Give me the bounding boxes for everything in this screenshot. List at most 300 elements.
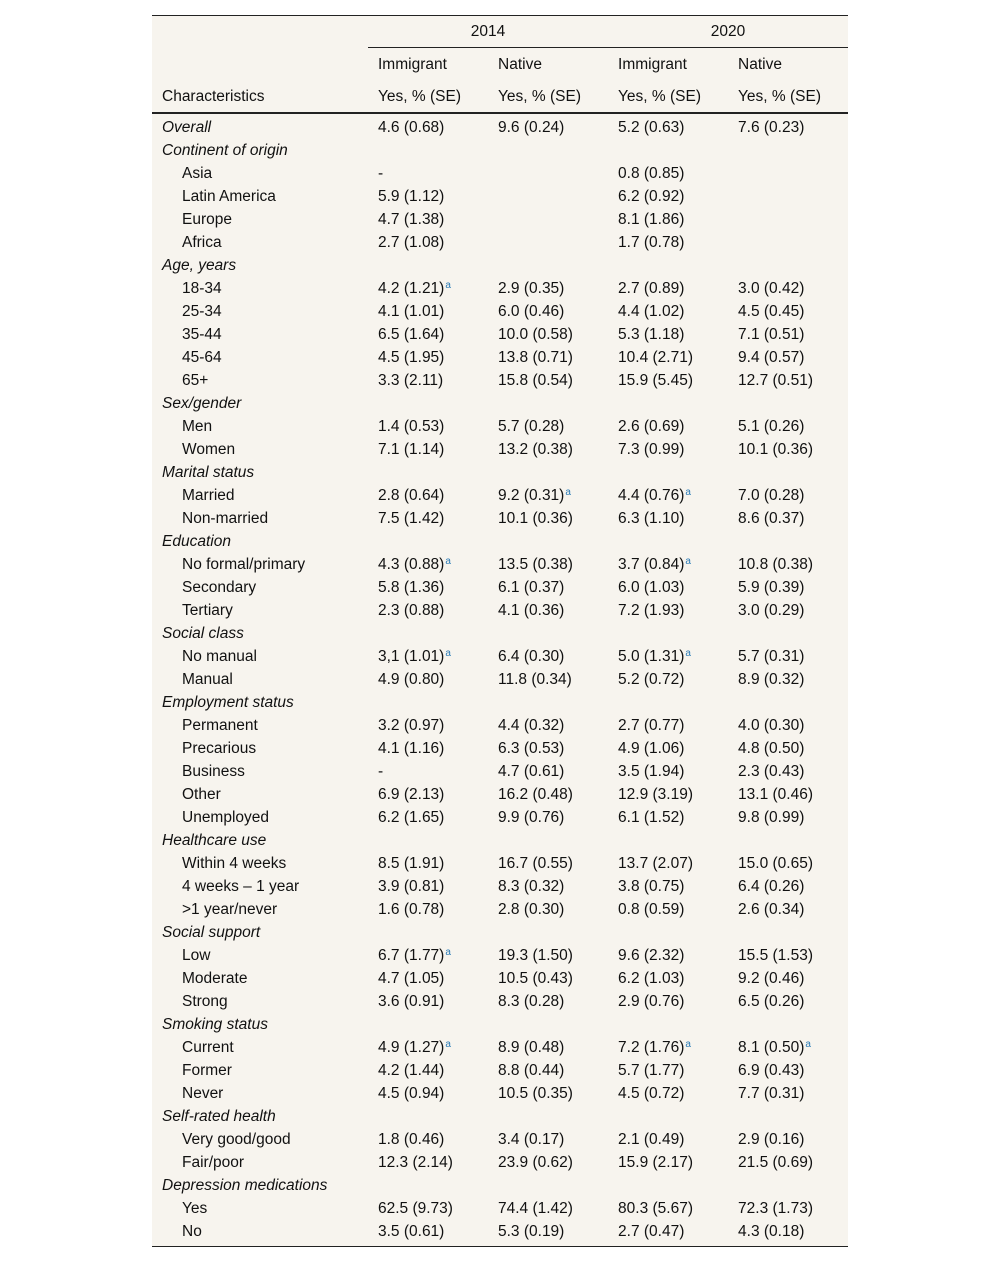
table-row — [152, 714, 848, 737]
value-cell — [368, 967, 488, 990]
value-cell — [368, 1151, 488, 1174]
value-cell — [728, 139, 848, 162]
cell-value: 7.2 (1.93) — [618, 601, 685, 619]
row-label: Europe — [182, 210, 232, 228]
cell-value: 2.3 (0.43) — [738, 762, 805, 780]
cell-value: 62.5 (9.73) — [378, 1199, 453, 1217]
value-cell — [488, 139, 608, 162]
value-cell — [728, 162, 848, 185]
row-label: Men — [182, 417, 213, 435]
footnote-marker[interactable]: a — [445, 279, 451, 291]
cell-value: 3.6 (0.91) — [378, 992, 445, 1010]
table-row — [152, 990, 848, 1013]
value-cell — [728, 691, 848, 714]
value-cell — [488, 484, 608, 507]
value-cell — [728, 415, 848, 438]
row-label: Tertiary — [182, 601, 233, 619]
table-row — [152, 553, 848, 576]
value-cell — [488, 185, 608, 208]
category-label: Age, years — [162, 256, 237, 274]
cell-value: 10.5 (0.43) — [498, 969, 573, 987]
cell-value: 6.5 (0.26) — [738, 992, 805, 1010]
value-cell — [608, 185, 728, 208]
value-cell — [368, 507, 488, 530]
value-cell — [608, 346, 728, 369]
value-cell — [608, 300, 728, 323]
cell-value: 6.0 (0.46) — [498, 302, 565, 320]
value-cell — [368, 323, 488, 346]
table-row — [152, 484, 848, 507]
footnote-marker[interactable]: a — [565, 486, 571, 498]
cell-value: 8.6 (0.37) — [738, 509, 805, 527]
cell-value: 4.5 (0.45) — [738, 302, 805, 320]
cell-value: 4.0 (0.30) — [738, 716, 805, 734]
value-cell — [608, 553, 728, 576]
category-row — [152, 392, 848, 415]
cell-value: 6.2 (1.03) — [618, 969, 685, 987]
value-cell — [488, 737, 608, 760]
cell-value: 2.9 (0.16) — [738, 1130, 805, 1148]
value-cell — [728, 967, 848, 990]
value-cell — [608, 645, 728, 668]
value-cell — [608, 921, 728, 944]
cell-value: 72.3 (1.73) — [738, 1199, 813, 1217]
cell-value: 13.2 (0.38) — [498, 440, 573, 458]
value-cell — [488, 898, 608, 921]
value-cell — [368, 1220, 488, 1246]
table-row — [152, 300, 848, 323]
value-cell — [488, 1197, 608, 1220]
group-header-2020-native: Native — [738, 55, 782, 73]
cell-value: 2.3 (0.88) — [378, 601, 445, 619]
value-cell — [368, 369, 488, 392]
category-label: Self-rated health — [162, 1107, 276, 1125]
cell-value: 8.5 (1.91) — [378, 854, 445, 872]
value-cell — [488, 415, 608, 438]
value-cell — [488, 783, 608, 806]
table-row — [152, 1197, 848, 1220]
value-cell — [488, 967, 608, 990]
value-cell — [728, 898, 848, 921]
cell-value: 8.9 (0.48) — [498, 1038, 565, 1056]
value-cell — [488, 254, 608, 277]
cell-value: 4.7 (1.05) — [378, 969, 445, 987]
cell-value: - — [378, 164, 384, 182]
category-label: Continent of origin — [162, 141, 288, 159]
value-cell — [608, 254, 728, 277]
table-row — [152, 1151, 848, 1174]
value-cell — [488, 852, 608, 875]
cell-value: 23.9 (0.62) — [498, 1153, 573, 1171]
cell-value: 7.6 (0.23) — [738, 118, 805, 136]
footnote-marker[interactable]: a — [685, 486, 691, 498]
cell-value: 3.4 (0.17) — [498, 1130, 565, 1148]
value-cell — [488, 369, 608, 392]
value-cell — [728, 231, 848, 254]
value-cell — [608, 898, 728, 921]
cell-value: 4.3 (0.88) — [378, 555, 445, 573]
category-label: Overall — [162, 118, 212, 136]
row-label: Business — [182, 762, 245, 780]
footnote-marker[interactable]: a — [445, 1038, 451, 1050]
cell-value: 4.2 (1.44) — [378, 1061, 445, 1079]
cell-value: 16.7 (0.55) — [498, 854, 573, 872]
value-cell — [368, 806, 488, 829]
value-cell — [608, 1220, 728, 1246]
value-cell — [368, 1036, 488, 1059]
value-cell — [608, 277, 728, 300]
cell-value: 10.4 (2.71) — [618, 348, 693, 366]
category-label: Sex/gender — [162, 394, 242, 412]
value-cell — [368, 783, 488, 806]
value-cell — [608, 507, 728, 530]
row-label: Current — [182, 1038, 234, 1056]
cell-value: 6.5 (1.64) — [378, 325, 445, 343]
value-cell — [488, 1105, 608, 1128]
unit-header: Yes, % (SE) — [488, 81, 608, 113]
row-label: No manual — [182, 647, 257, 665]
cell-value: 2.1 (0.49) — [618, 1130, 685, 1148]
value-cell — [488, 277, 608, 300]
cell-value: 3.0 (0.29) — [738, 601, 805, 619]
value-cell — [728, 461, 848, 484]
table-row — [152, 507, 848, 530]
value-cell — [608, 714, 728, 737]
value-cell — [488, 599, 608, 622]
value-cell — [368, 1174, 488, 1197]
category-row — [152, 691, 848, 714]
cell-value: 3,1 (1.01) — [378, 647, 445, 665]
table-row — [152, 1036, 848, 1059]
value-cell — [608, 599, 728, 622]
category-label: Marital status — [162, 463, 255, 481]
value-cell — [728, 438, 848, 461]
cell-value: 2.7 (0.89) — [618, 279, 685, 297]
value-cell — [728, 1151, 848, 1174]
value-cell — [608, 990, 728, 1013]
cell-value: 9.6 (0.24) — [498, 118, 565, 136]
cell-value: 13.8 (0.71) — [498, 348, 573, 366]
value-cell — [368, 231, 488, 254]
data-table-container — [152, 15, 848, 1247]
cell-value: 6.3 (1.10) — [618, 509, 685, 527]
value-cell — [368, 1128, 488, 1151]
cell-value: 7.1 (1.14) — [378, 440, 445, 458]
table-row — [152, 783, 848, 806]
cell-value: 9.4 (0.57) — [738, 348, 805, 366]
value-cell — [368, 530, 488, 553]
cell-value: 8.1 (0.50) — [738, 1038, 805, 1056]
cell-value: 15.5 (1.53) — [738, 946, 813, 964]
cell-value: 7.3 (0.99) — [618, 440, 685, 458]
cell-value: 0.8 (0.59) — [618, 900, 685, 918]
cell-value: 6.9 (0.43) — [738, 1061, 805, 1079]
category-label: Depression medications — [162, 1176, 328, 1194]
cell-value: 3.2 (0.97) — [378, 716, 445, 734]
value-cell — [608, 576, 728, 599]
value-cell — [488, 829, 608, 852]
cell-value: 4.4 (1.02) — [618, 302, 685, 320]
value-cell — [488, 461, 608, 484]
cell-value: 4.1 (0.36) — [498, 601, 565, 619]
category-row — [152, 530, 848, 553]
table-row — [152, 599, 848, 622]
cell-value: 4.3 (0.18) — [738, 1222, 805, 1240]
category-row — [152, 1013, 848, 1036]
row-label: Women — [182, 440, 236, 458]
category-row — [152, 921, 848, 944]
table-row — [152, 277, 848, 300]
cell-value: 3.9 (0.81) — [378, 877, 445, 895]
row-label: Asia — [182, 164, 213, 182]
row-label: Fair/poor — [182, 1153, 245, 1171]
cell-value: 6.4 (0.26) — [738, 877, 805, 895]
value-cell — [368, 944, 488, 967]
table-row — [152, 875, 848, 898]
cell-value: 7.7 (0.31) — [738, 1084, 805, 1102]
cell-value: 3.8 (0.75) — [618, 877, 685, 895]
value-cell — [728, 944, 848, 967]
unit-header: Yes, % (SE) — [608, 81, 728, 113]
value-cell — [368, 484, 488, 507]
value-cell — [728, 1174, 848, 1197]
cell-value: 6.7 (1.77) — [378, 946, 445, 964]
year-header-2014: 2014 — [368, 16, 608, 48]
value-cell — [608, 392, 728, 415]
value-cell — [488, 944, 608, 967]
value-cell — [608, 622, 728, 645]
cell-value: 6.2 (1.65) — [378, 808, 445, 826]
row-label: >1 year/never — [182, 900, 278, 918]
row-label: Africa — [182, 233, 222, 251]
cell-value: 2.6 (0.69) — [618, 417, 685, 435]
cell-value: 4.8 (0.50) — [738, 739, 805, 757]
footnote-marker[interactable]: a — [805, 1038, 811, 1050]
table-row — [152, 323, 848, 346]
cell-value: 10.5 (0.35) — [498, 1084, 573, 1102]
value-cell — [608, 1128, 728, 1151]
cell-value: 4.5 (1.95) — [378, 348, 445, 366]
value-cell — [728, 645, 848, 668]
value-cell — [368, 553, 488, 576]
footnote-marker[interactable]: a — [685, 647, 691, 659]
row-label: 65+ — [182, 371, 209, 389]
cell-value: 5.9 (0.39) — [738, 578, 805, 596]
cell-value: 8.9 (0.32) — [738, 670, 805, 688]
value-cell — [488, 875, 608, 898]
value-cell — [608, 691, 728, 714]
row-label: Yes — [182, 1199, 208, 1217]
unit-header-row — [152, 81, 848, 113]
value-cell — [728, 737, 848, 760]
value-cell — [728, 113, 848, 139]
value-cell — [728, 921, 848, 944]
cell-value: 4.7 (0.61) — [498, 762, 565, 780]
cell-value: 1.8 (0.46) — [378, 1130, 445, 1148]
value-cell — [728, 254, 848, 277]
cell-value: 13.1 (0.46) — [738, 785, 813, 803]
category-row — [152, 461, 848, 484]
value-cell — [608, 484, 728, 507]
cell-value: 10.8 (0.38) — [738, 555, 813, 573]
value-cell — [368, 714, 488, 737]
cell-value: 10.1 (0.36) — [498, 509, 573, 527]
cell-value: - — [378, 762, 384, 780]
footnote-marker[interactable]: a — [685, 555, 691, 567]
table-row — [152, 162, 848, 185]
value-cell — [368, 254, 488, 277]
value-cell — [728, 599, 848, 622]
table-row — [152, 645, 848, 668]
value-cell — [368, 277, 488, 300]
value-cell — [608, 1105, 728, 1128]
cell-value: 4.4 (0.76) — [618, 486, 685, 504]
table-row — [152, 1059, 848, 1082]
row-label: Within 4 weeks — [182, 854, 287, 872]
value-cell — [728, 553, 848, 576]
value-cell — [368, 346, 488, 369]
value-cell — [728, 1220, 848, 1246]
value-cell — [488, 691, 608, 714]
cell-value: 3.5 (0.61) — [378, 1222, 445, 1240]
footnote-marker[interactable]: a — [685, 1038, 691, 1050]
cell-value: 21.5 (0.69) — [738, 1153, 813, 1171]
value-cell — [728, 323, 848, 346]
value-cell — [728, 1059, 848, 1082]
category-label: Social support — [162, 923, 261, 941]
table-header — [152, 16, 848, 113]
group-header-2014-native: Native — [498, 55, 542, 73]
cell-value: 5.7 (1.77) — [618, 1061, 685, 1079]
value-cell — [608, 1082, 728, 1105]
value-cell — [608, 415, 728, 438]
cell-value: 12.7 (0.51) — [738, 371, 813, 389]
value-cell — [728, 990, 848, 1013]
cell-value: 6.0 (1.03) — [618, 578, 685, 596]
cell-value: 74.4 (1.42) — [498, 1199, 573, 1217]
value-cell — [488, 208, 608, 231]
value-cell — [488, 806, 608, 829]
value-cell — [608, 1197, 728, 1220]
footnote-marker[interactable]: a — [445, 946, 451, 958]
value-cell — [488, 346, 608, 369]
value-cell — [728, 277, 848, 300]
table-row — [152, 737, 848, 760]
value-cell — [728, 1128, 848, 1151]
value-cell — [608, 1174, 728, 1197]
cell-value: 4.2 (1.21) — [378, 279, 445, 297]
cell-value: 5.2 (0.63) — [618, 118, 685, 136]
value-cell — [488, 530, 608, 553]
cell-value: 5.7 (0.31) — [738, 647, 805, 665]
category-label: Smoking status — [162, 1015, 268, 1033]
category-label: Employment status — [162, 693, 294, 711]
category-row — [152, 829, 848, 852]
value-cell — [608, 760, 728, 783]
cell-value: 12.9 (3.19) — [618, 785, 693, 803]
category-label: Healthcare use — [162, 831, 267, 849]
unit-header: Yes, % (SE) — [728, 81, 848, 113]
group-header-2020-immigrant: Immigrant — [618, 55, 687, 73]
row-label: Moderate — [182, 969, 248, 987]
value-cell — [368, 875, 488, 898]
row-label: 35-44 — [182, 325, 222, 343]
cell-value: 8.3 (0.28) — [498, 992, 565, 1010]
value-cell — [368, 1197, 488, 1220]
value-cell — [368, 576, 488, 599]
cell-value: 80.3 (5.67) — [618, 1199, 693, 1217]
row-label: Low — [182, 946, 211, 964]
value-cell — [368, 208, 488, 231]
year-header-row — [152, 16, 848, 48]
row-label: 4 weeks – 1 year — [182, 877, 300, 895]
cell-value: 2.7 (0.77) — [618, 716, 685, 734]
group-header-2014-immigrant: Immigrant — [378, 55, 447, 73]
value-cell — [728, 783, 848, 806]
cell-value: 4.5 (0.94) — [378, 1084, 445, 1102]
value-cell — [608, 1059, 728, 1082]
value-cell — [608, 1151, 728, 1174]
value-cell — [608, 737, 728, 760]
row-label: Latin America — [182, 187, 276, 205]
header-blank-cell — [152, 48, 368, 82]
row-label: Very good/good — [182, 1130, 291, 1148]
cell-value: 2.9 (0.76) — [618, 992, 685, 1010]
value-cell — [608, 231, 728, 254]
value-cell — [488, 1059, 608, 1082]
value-cell — [488, 113, 608, 139]
value-cell — [368, 921, 488, 944]
table-row — [152, 208, 848, 231]
value-cell — [728, 852, 848, 875]
cell-value: 2.8 (0.64) — [378, 486, 445, 504]
row-label: Non-married — [182, 509, 269, 527]
table-row — [152, 1082, 848, 1105]
cell-value: 5.1 (0.26) — [738, 417, 805, 435]
value-cell — [728, 530, 848, 553]
value-cell — [488, 1013, 608, 1036]
value-cell — [368, 760, 488, 783]
row-label: 18-34 — [182, 279, 222, 297]
cell-value: 6.1 (1.52) — [618, 808, 685, 826]
cell-value: 3.5 (1.94) — [618, 762, 685, 780]
table-row — [152, 576, 848, 599]
value-cell — [608, 668, 728, 691]
value-cell — [608, 806, 728, 829]
footnote-marker[interactable]: a — [445, 555, 451, 567]
cell-value: 6.1 (0.37) — [498, 578, 565, 596]
cell-value: 1.4 (0.53) — [378, 417, 445, 435]
cell-value: 4.9 (0.80) — [378, 670, 445, 688]
row-label: Precarious — [182, 739, 257, 757]
value-cell — [728, 714, 848, 737]
cell-value: 9.8 (0.99) — [738, 808, 805, 826]
value-cell — [608, 369, 728, 392]
value-cell — [728, 300, 848, 323]
value-cell — [608, 829, 728, 852]
table-row — [152, 967, 848, 990]
cell-value: 9.2 (0.31) — [498, 486, 565, 504]
cell-value: 15.9 (5.45) — [618, 371, 693, 389]
cell-value: 8.8 (0.44) — [498, 1061, 565, 1079]
value-cell — [368, 737, 488, 760]
footnote-marker[interactable]: a — [445, 647, 451, 659]
cell-value: 5.3 (1.18) — [618, 325, 685, 343]
value-cell — [368, 162, 488, 185]
value-cell — [488, 760, 608, 783]
value-cell — [368, 300, 488, 323]
cell-value: 13.5 (0.38) — [498, 555, 573, 573]
